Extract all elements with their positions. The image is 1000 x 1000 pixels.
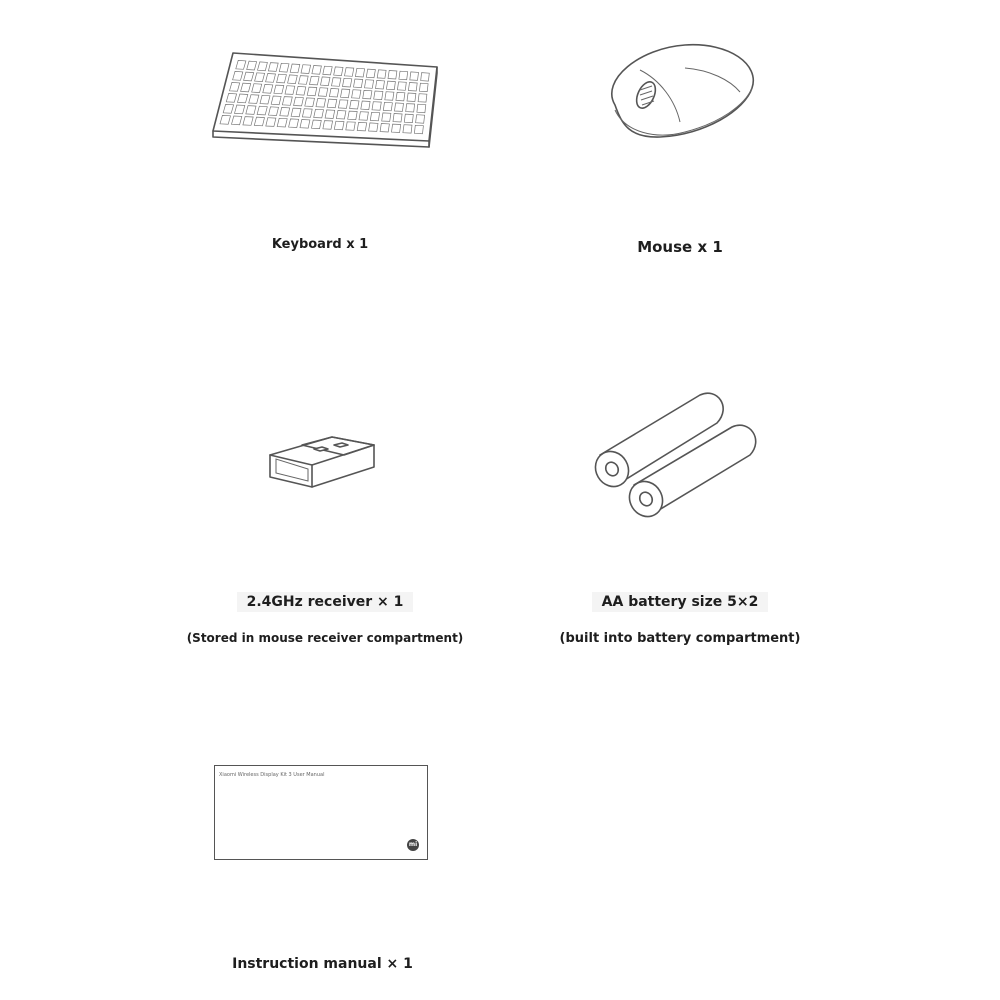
keyboard-key: [294, 97, 304, 106]
keyboard-key: [332, 78, 341, 87]
keyboard-key: [252, 84, 262, 93]
keyboard-key: [288, 75, 298, 84]
keyboard-key: [266, 74, 276, 83]
keyboard-key: [316, 99, 326, 108]
keyboard-key: [363, 90, 372, 99]
mouse-icon: [600, 40, 770, 145]
keyboard-key: [357, 122, 367, 130]
keyboard-key: [301, 65, 311, 74]
manual-caption: Instruction manual × 1: [232, 956, 413, 972]
keyboard-key: [263, 84, 273, 93]
keyboard-key: [310, 76, 320, 85]
keyboard-key: [274, 85, 284, 94]
keyboard-key: [271, 96, 281, 105]
keyboard-key: [395, 103, 404, 112]
keyboard-key: [408, 83, 417, 92]
keyboard-key: [355, 68, 364, 77]
keyboard-key: [323, 121, 333, 130]
receiver-caption-text: 2.4GHz receiver × 1: [237, 592, 414, 612]
battery-item: [592, 385, 767, 525]
keyboard-key: [325, 110, 335, 119]
keyboard-key: [312, 66, 322, 75]
keyboard-key: [380, 124, 389, 133]
keyboard-key: [343, 78, 352, 87]
keyboard-key: [289, 119, 299, 128]
keyboard-key: [392, 124, 401, 132]
keyboard-key: [296, 86, 306, 95]
keyboard-key: [285, 86, 295, 95]
keyboard-key: [406, 104, 415, 112]
manual-cover-text: Xiaomi Wireless Display Kit 3 User Manual: [219, 772, 325, 778]
keyboard-key: [393, 114, 402, 123]
keyboard-key: [336, 111, 346, 120]
keyboard-key: [388, 71, 397, 80]
keyboard-key: [300, 120, 310, 129]
keyboard-key: [350, 100, 359, 109]
keyboard-key: [266, 118, 276, 127]
battery-caption: [570, 594, 790, 610]
keyboard-key: [290, 64, 300, 73]
keyboard-key: [417, 104, 426, 113]
receiver-caption: [205, 594, 445, 610]
keyboard-key: [414, 125, 423, 133]
keyboard-key: [305, 98, 315, 107]
keyboard-item: [205, 45, 445, 150]
manual-item: [214, 765, 428, 860]
keyboard-key: [269, 107, 279, 116]
keyboard-key: [372, 102, 381, 111]
keyboard-key: [257, 106, 267, 115]
keyboard-key: [279, 63, 289, 72]
keyboard-key: [418, 94, 427, 102]
keyboard-key: [268, 63, 278, 72]
keyboard-key: [346, 122, 356, 131]
keyboard-key: [334, 121, 344, 130]
keyboard-caption: Keyboard x 1: [271, 237, 369, 252]
keyboard-key: [419, 83, 428, 91]
mi-logo: mi: [407, 839, 419, 851]
usb-receiver-icon: [262, 415, 382, 495]
keyboard-key: [403, 125, 412, 133]
keyboard-key: [374, 91, 383, 100]
keyboard-key: [327, 99, 337, 108]
keyboard-icon: [205, 45, 445, 150]
keyboard-key: [302, 109, 312, 118]
keyboard-key: [377, 70, 386, 79]
keyboard-key: [354, 79, 363, 88]
battery-caption-text: AA battery size 5×2: [592, 592, 769, 612]
keyboard-key: [277, 74, 287, 83]
keyboard-key: [345, 68, 354, 77]
keyboard-key: [397, 82, 406, 91]
keyboard-key: [416, 115, 425, 124]
keyboard-key: [280, 107, 290, 116]
keyboard-key: [348, 111, 358, 120]
receiver-note: (Stored in mouse receiver compartment): [186, 631, 464, 645]
keyboard-key: [410, 72, 419, 81]
keyboard-key: [255, 73, 265, 82]
keyboard-key: [385, 92, 394, 101]
keyboard-key: [359, 112, 368, 121]
keyboard-key: [376, 80, 385, 89]
keyboard-key: [383, 102, 392, 111]
keyboard-key: [254, 117, 264, 126]
keyboard-key: [399, 71, 408, 80]
keyboard-key: [291, 108, 301, 117]
battery-note: (built into battery compartment): [559, 631, 801, 646]
receiver-item: [262, 415, 382, 495]
keyboard-key: [352, 90, 361, 99]
keyboard-key: [329, 88, 338, 97]
keyboard-key: [321, 77, 331, 86]
keyboard-key: [338, 100, 348, 109]
keyboard-key: [421, 73, 430, 82]
keyboard-key: [407, 93, 416, 102]
keyboard-key: [404, 114, 413, 123]
keyboard-key: [370, 112, 379, 121]
keyboard-key: [312, 120, 322, 129]
keyboard-key: [318, 88, 328, 97]
keyboard-key: [299, 76, 309, 85]
mouse-caption: Mouse x 1: [637, 238, 723, 256]
keyboard-key: [366, 69, 375, 78]
keyboard-key: [282, 97, 292, 106]
keyboard-key: [323, 66, 332, 75]
keyboard-key: [277, 118, 287, 127]
keyboard-key: [260, 95, 270, 104]
keyboard-key: [369, 123, 378, 131]
mouse-item: [600, 40, 770, 145]
keyboard-key: [243, 117, 253, 126]
keyboard-key: [365, 80, 374, 89]
keyboard-key: [341, 89, 350, 98]
keyboard-key: [396, 92, 405, 101]
aa-batteries-icon: [592, 385, 767, 525]
keyboard-key: [246, 106, 256, 115]
keyboard-key: [314, 109, 324, 118]
keyboard-key: [307, 87, 317, 96]
keyboard-key: [386, 81, 395, 90]
keyboard-key: [382, 113, 391, 122]
keyboard-key: [361, 101, 370, 110]
keyboard-key: [334, 67, 343, 76]
